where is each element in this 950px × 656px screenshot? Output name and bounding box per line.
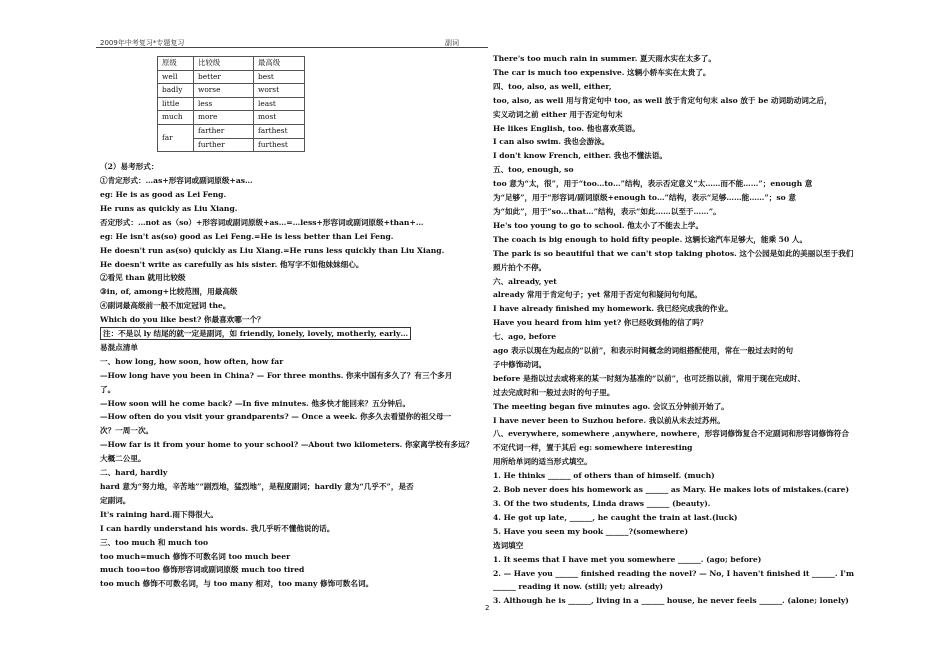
table-cell: worst	[254, 84, 305, 98]
text-line: 过去完成时和一般过去时的句子里。	[493, 387, 615, 397]
table-header: 最高级	[254, 57, 305, 71]
text-line: He doesn't run as(so) quickly as Liu Xiang.=He runs less quickly than Liu Xiang.	[100, 245, 445, 255]
header-rule	[96, 47, 488, 48]
text-line: The car is much too expensive. 这辆小轿车实在太贵了。	[493, 67, 711, 77]
text-line: 1. He thinks ______ of others than of himself. (much)	[493, 471, 715, 481]
table-cell: most	[254, 111, 305, 125]
table-row	[158, 70, 305, 84]
text-line: Have you heard from him yet? 你已经收到他的信了吗？	[493, 318, 708, 328]
text-line: 为“如此”，用于“so…that…”结构，表示“如此……以至于……”。	[493, 206, 721, 216]
right-text-block	[493, 52, 893, 608]
text-line: too much=much 修饰不可数名词 too much beer	[100, 551, 291, 561]
table-cell: farthest	[254, 124, 305, 138]
text-line: I can also swim. 我也会游泳。	[493, 137, 610, 147]
table-cell: little	[158, 97, 194, 111]
table-cell: well	[158, 70, 194, 84]
table-cell: further	[194, 138, 254, 152]
text-line: ago 表示以现在为起点的“以前”，和表示时间概念的词组搭配使用，常在一般过去时的句	[493, 346, 794, 356]
text-line: 定副词。	[100, 495, 131, 505]
text-line: 实义动词之前 either 用于否定句句末	[493, 109, 623, 119]
text-line: 5. Have you seen my book ______?(somewhere)	[493, 526, 689, 536]
table-cell: best	[254, 70, 305, 84]
text-line: Which do you like best? 你最喜欢哪一个？	[100, 315, 265, 325]
text-line: 2. Bob never does his homework as ______ as Mary. He makes lots of mistakes.(care)	[493, 485, 850, 495]
text-line: 不定代词一样，置于其后 eg: somewhere interesting	[493, 443, 693, 453]
text-line: He runs as quickly as Liu Xiang.	[100, 203, 238, 213]
text-line: 4. He got up late, ______, he caught the train at last.(luck)	[493, 512, 738, 522]
text-line: The meeting began five minutes ago. 会议五分钟前开始了。	[493, 401, 729, 411]
text-line: 3. Of the two students, Linda draws ______ (beauty).	[493, 499, 711, 508]
table-cell: worse	[194, 84, 254, 98]
text-line: —How often do you visit your grandparents? — Once a week. 你多久去看望你的祖父母一	[100, 412, 452, 422]
header-center: 副词	[445, 39, 459, 47]
text-line: 五、too, enough, so	[493, 165, 574, 175]
table-cell: least	[254, 97, 305, 111]
text-line: 3. Although he is ______, living in a ______ house, he never feels ______. (alone; lonely)	[493, 596, 849, 606]
table-row	[158, 124, 305, 138]
text-line: ④副词最高级前一般不加定冠词 the。	[100, 301, 231, 311]
text-line: 八、everywhere, somewhere ,anywhere, nowhere，形容词修饰复合不定副词和形容词修饰符合	[493, 429, 849, 439]
text-line: —How soon will he come back? —In five minutes. 他多快才能回来？五分钟后。	[100, 398, 411, 408]
text-line: 选词填空	[493, 540, 524, 550]
text-line: The park is so beautiful that we can't stop taking photos. 这个公园是如此的美丽以至于我们	[493, 248, 854, 258]
text-line: 易混点清单	[100, 342, 138, 352]
text-line: eg: He isn't as(so) good as Lei Feng.=He is less better than Lei Feng.	[100, 231, 394, 241]
table-header: 比较级	[194, 57, 254, 71]
text-line: 一、how long, how soon, how often, how far	[100, 356, 284, 366]
text-line: much too=too 修饰形容词或副词原级 much too tired	[100, 565, 305, 575]
table-row	[158, 111, 305, 125]
text-line: 二、hard, hardly	[100, 468, 168, 478]
text-line: 六、already, yet	[493, 276, 557, 286]
header-left: 2009年中考复习*专题复习	[100, 39, 185, 47]
table-cell: better	[194, 70, 254, 84]
text-line: 为“足够”，用于“形容词/副词原级+enough to…”结构，表示“足够……能……”；so 意	[493, 193, 796, 203]
left-text-block	[100, 160, 495, 591]
text-line: 照片拍个不停。	[493, 262, 547, 272]
text-line: 大概二公里。	[100, 454, 146, 464]
table-cell: much	[158, 111, 194, 125]
text-line: already 常用于肯定句子；yet 常用于否定句和疑问句句尾。	[493, 290, 702, 300]
text-line: too 意为“太，很”，用于“too…to…”结构，表示否定意义“太……而不能……”；enough 意	[493, 179, 813, 189]
text-line: —How long have you been in China? — For three months. 你来中国有多久了？有三个多月	[100, 370, 453, 380]
table-header: 原级	[158, 57, 194, 71]
table-row	[158, 84, 305, 98]
text-line: 用所给单词的适当形式填空。	[493, 457, 592, 467]
text-line: There's too much rain in summer. 夏天雨水实在太多了。	[493, 54, 716, 63]
page-number: 2	[485, 604, 490, 612]
left-column	[100, 52, 495, 591]
table-cell: farther	[194, 124, 254, 138]
text-line: 四、too, also, as well, either,	[493, 81, 612, 91]
note-box: 注：不是以 ly 结尾的就一定是副词，如 friendly, lonely, lovely, motherly, early…	[100, 327, 411, 340]
text-line: ①肯定形式：…as+形容词或副词原级+as…	[100, 176, 253, 186]
text-line: I have already finished my homework. 我已经完成我的作业。	[493, 304, 733, 314]
table-cell: less	[194, 97, 254, 111]
text-line: It's raining hard.雨下得很大。	[100, 509, 218, 519]
text-line: 否定形式：…not as（so）+形容词或副词原级+as…=…less+形容词或副词原级+than+…	[100, 217, 424, 227]
text-line: 子中修饰动词。	[493, 359, 547, 369]
table-cell: badly	[158, 84, 194, 98]
comparison-table	[157, 56, 305, 152]
text-line: 三、too much 和 much too	[100, 537, 209, 547]
text-line: 1. It seems that I have met you somewhere ______. (ago; before)	[493, 554, 762, 564]
table-cell: far	[158, 124, 194, 151]
text-line: 2. — Have you ______ finished reading the novel? — No, I haven't finished it ______. I'm	[493, 568, 855, 578]
table-cell: furthest	[254, 138, 305, 152]
text-line: 了。	[100, 384, 116, 394]
table-cell: more	[194, 111, 254, 125]
text-line: The coach is big enough to hold fifty people. 这辆长途汽车足够大，能乘 50 人。	[493, 234, 808, 244]
text-line: ③in, of, among+比较范围，用最高级	[100, 287, 238, 297]
text-line: ______ reading it now. (still; yet; already)	[493, 582, 664, 592]
table-header-row	[158, 57, 305, 71]
text-line: —How far is it from your home to your school? —About two kilometers. 你家离学校有多远？	[100, 440, 474, 450]
text-line: eg: He is as good as Lei Feng.	[100, 189, 227, 199]
text-line: 七、ago, before	[493, 332, 557, 342]
table-row	[158, 97, 305, 111]
text-line: before 是指以过去或将来的某一时刻为基准的“以前”，也可泛指以前，常用于现在完成时、	[493, 373, 806, 383]
text-line: 次？一周一次。	[100, 426, 154, 436]
text-line	[100, 327, 495, 341]
right-column	[493, 52, 893, 608]
text-line: I don't know French, either. 我也不懂法语。	[493, 151, 667, 161]
text-line: He doesn't write as carefully as his sister. 他写字不如他妹妹细心。	[100, 259, 364, 269]
text-line: He's too young to go to school. 他太小了不能去上学。	[493, 220, 704, 230]
text-line: I have never been to Suzhou before. 我以前从未去过苏州。	[493, 415, 725, 425]
text-line: too much 修饰不可数名词，与 too many 相对，too many 修饰可数名词。	[100, 579, 374, 589]
text-line: I can hardly understand his words. 我几乎听不懂他说的话。	[100, 523, 335, 533]
text-line: He likes English, too. 他也喜欢英语。	[493, 123, 640, 133]
text-line: too, also, as well 用与肯定句中 too, as well 放于肯定句句末 also 放于 be 动词助动词之后，	[493, 95, 832, 105]
text-line: hard 意为“努力地，辛苦地”“剧烈地，猛烈地”，是程度副词；hardly 意为“几乎不”，是否	[100, 482, 414, 491]
text-line: ②看见 than 就用比较级	[100, 273, 186, 283]
text-line: （2）易考形式：	[100, 162, 159, 172]
